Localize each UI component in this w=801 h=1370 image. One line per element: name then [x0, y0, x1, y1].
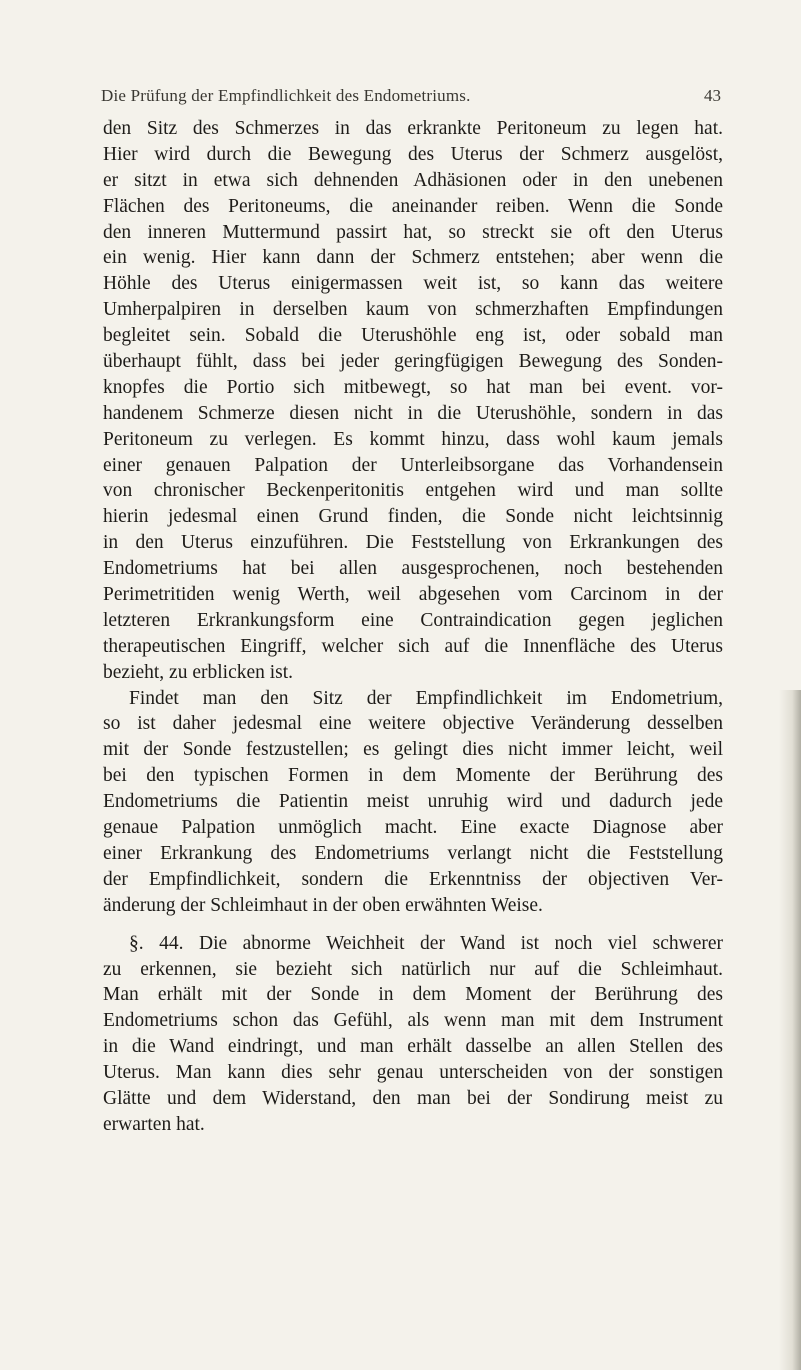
text-line: einer genauen Palpation der Unterleibsorgane das Vorhandensein	[103, 454, 723, 476]
text-line: von chronischer Beckenperitonitis entgehen wird und man sollte	[103, 480, 723, 502]
text-line: änderung der Schleimhaut in der oben erwähnten Weise.	[103, 894, 543, 916]
running-header	[101, 86, 721, 110]
text-line: Endometriums schon das Gefühl, als wenn man mit dem Instrument	[103, 1010, 723, 1032]
text-line: ein wenig. Hier kann dann der Schmerz entstehen; aber wenn die	[103, 247, 723, 269]
text-line: zu erkennen, sie bezieht sich natürlich nur auf die Schleimhaut.	[103, 958, 723, 980]
text-line: bezieht, zu erblicken ist.	[103, 661, 294, 683]
paragraph-1	[103, 116, 723, 686]
text-line: Endometriums hat bei allen ausgesprochenen, noch bestehenden	[103, 558, 723, 580]
text-line: therapeutischen Eingriff, welcher sich auf die Innenfläche des Uterus	[103, 635, 723, 657]
text-line: Peritoneum zu verlegen. Es kommt hinzu, dass wohl kaum jemals	[103, 428, 723, 450]
running-title: Die Prüfung der Empfindlichkeit des Endometriums.	[101, 86, 471, 105]
text-line: Perimetritiden wenig Werth, weil abgesehen vom Carcinom in der	[103, 584, 723, 606]
text-line: bei den typischen Formen in dem Momente der Berührung des	[103, 765, 723, 787]
text-line: Findet man den Sitz der Empfindlichkeit im Endometrium,	[129, 687, 723, 709]
text-line: §. 44. Die abnorme Weichheit der Wand ist noch viel schwerer	[129, 932, 723, 954]
body-text	[103, 116, 723, 1138]
text-line: den Sitz des Schmerzes in das erkrankte Peritoneum zu legen hat.	[103, 118, 723, 139]
page-number: 43	[704, 86, 721, 105]
section-44	[103, 931, 723, 1138]
text-line: handenem Schmerze diesen nicht in die Uterushöhle, sondern in das	[103, 402, 723, 424]
text-line: der Empfindlichkeit, sondern die Erkenntniss der objectiven Ver-	[103, 868, 723, 890]
text-line: Uterus. Man kann dies sehr genau unterscheiden von der sonstigen	[103, 1062, 723, 1084]
text-line: hierin jedesmal einen Grund finden, die Sonde nicht leichtsinnig	[103, 506, 723, 528]
text-line: Flächen des Peritoneums, die aneinander reiben. Wenn die Sonde	[103, 195, 723, 217]
text-line: den inneren Muttermund passirt hat, so streckt sie oft den Uterus	[103, 221, 723, 243]
paragraph-gap	[103, 919, 723, 931]
text-line: in die Wand eindringt, und man erhält dasselbe an allen Stellen des	[103, 1036, 723, 1058]
text-line: knopfes die Portio sich mitbewegt, so hat man bei event. vor-	[103, 376, 723, 398]
text-line: Glätte und dem Widerstand, den man bei der Sondirung meist zu	[103, 1087, 723, 1109]
text-line: Endometriums die Patientin meist unruhig wird und dadurch jede	[103, 791, 723, 813]
text-line: einer Erkrankung des Endometriums verlangt nicht die Feststellung	[103, 842, 723, 864]
text-line: Hier wird durch die Bewegung des Uterus der Schmerz ausgelöst,	[103, 143, 723, 165]
text-line: in den Uterus einzuführen. Die Feststellung von Erkrankungen des	[103, 532, 723, 554]
text-line: so ist daher jedesmal eine weitere objective Veränderung desselben	[103, 713, 723, 735]
text-line: genaue Palpation unmöglich macht. Eine exacte Diagnose aber	[103, 817, 723, 839]
text-line: begleitet sein. Sobald die Uterushöhle eng ist, oder sobald man	[103, 325, 723, 347]
text-line: erwarten hat.	[103, 1113, 205, 1135]
paragraph-2	[103, 686, 723, 919]
text-line: Höhle des Uterus einigermassen weit ist, so kann das weitere	[103, 273, 723, 295]
text-line: letzteren Erkrankungsform eine Contraindication gegen jeglichen	[103, 609, 723, 631]
text-line: Umherpalpiren in derselben kaum von schmerzhaften Empfindungen	[103, 299, 723, 321]
page-edge-shadow	[779, 690, 801, 1370]
text-line: er sitzt in etwa sich dehnenden Adhäsionen oder in den unebenen	[103, 169, 723, 191]
text-line: mit der Sonde festzustellen; es gelingt dies nicht immer leicht, weil	[103, 739, 723, 761]
text-line: überhaupt fühlt, dass bei jeder geringfügigen Bewegung des Sonden-	[103, 351, 723, 373]
text-line: Man erhält mit der Sonde in dem Moment der Berührung des	[103, 984, 723, 1006]
